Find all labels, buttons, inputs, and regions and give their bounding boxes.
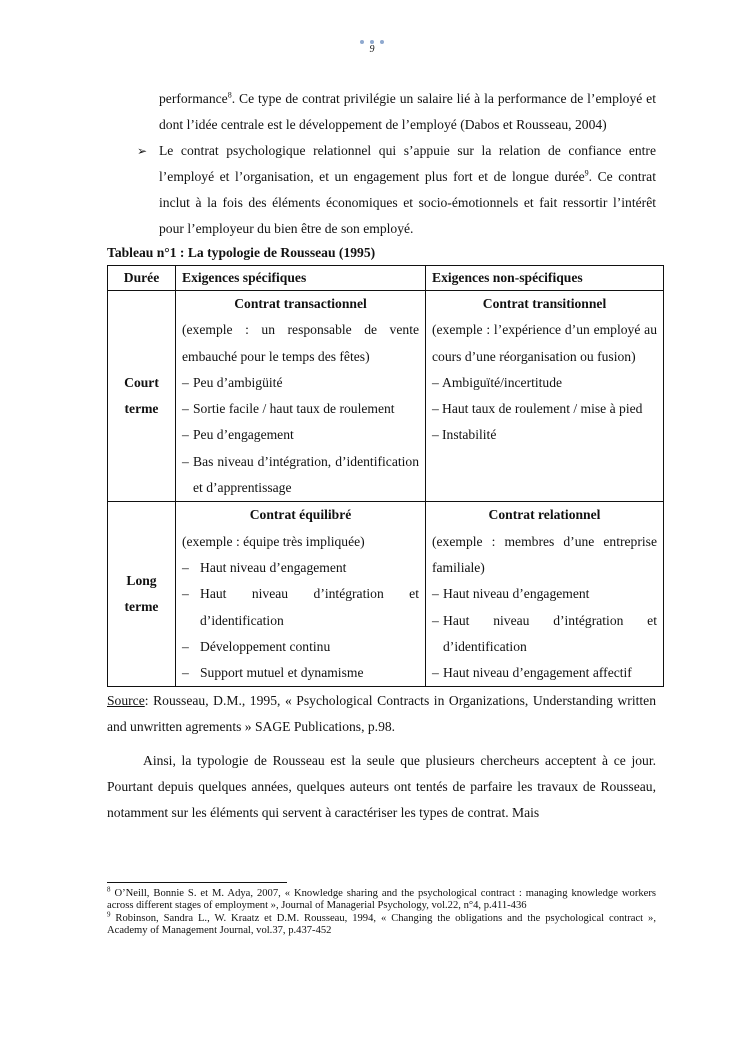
footnote-ref-9[interactable]: 9: [584, 168, 589, 178]
specific-cell: [176, 502, 426, 687]
table-row: [108, 291, 664, 502]
contract-example: (exemple : équipe très impliquée): [182, 533, 365, 549]
arrow-bullet-icon: ➢: [137, 144, 148, 158]
list-item: – Haut niveau d’engagement: [432, 586, 590, 602]
list-item: – Haut niveau d’intégration et d’identification: [432, 612, 657, 654]
specific-cell: [176, 291, 426, 502]
footnote-8: $^8$ O’Neill, Bonnie S. et M. Adya, 2007, « Knowledge sharing and the psychological contract : managing knowledge workers across different stages of employment », Journal of Managerial Psychology, vol.22, n°4, p.411-436: [107, 885, 656, 912]
footnotes: [107, 885, 656, 938]
page-content: [107, 86, 656, 826]
paragraph-continuation: performance$^8$. Ce type de contrat privilégie un salaire lié à la performance de l’employé et dont l’idée centrale est le développement de l’employé (Dabos et Rousseau, 2004): [159, 90, 656, 132]
contract-example: (exemple : membres d’une entreprise familiale): [432, 533, 657, 575]
contract-example: (exemple : l’expérience d’un employé au cours d’une réorganisation ou fusion): [432, 322, 657, 364]
header-nonspecific: Exigences non-spécifiques: [426, 266, 664, 291]
list-item: – Haut taux de roulement / mise à pied: [432, 401, 643, 417]
list-item: – Support mutuel et dynamisme: [182, 665, 364, 681]
header-duration: Durée: [108, 266, 176, 291]
nonspecific-cell: [426, 502, 664, 687]
list-item: – Bas niveau d’intégration, d’identification et d’apprentissage: [182, 453, 419, 496]
list-item: – Peu d’ambigüité: [182, 374, 283, 390]
page-number: 9: [369, 44, 375, 55]
contract-title: Contrat relationnel: [488, 507, 601, 523]
contract-title: Contrat équilibré: [249, 507, 352, 523]
duration-cell: Court terme: [108, 291, 176, 502]
nonspecific-cell: [426, 291, 664, 502]
header-specific: Exigences spécifiques: [176, 266, 426, 291]
duration-cell: Long terme: [108, 502, 176, 687]
table-title: Tableau n°1 : La typologie de Rousseau (1995): [107, 245, 376, 260]
typology-table: [107, 265, 664, 687]
body-paragraph: Ainsi, la typologie de Rousseau est la seule que plusieurs chercheurs acceptent à ce jour. Pourtant depuis quelques années, quelques auteurs ont tentés de parfaire les travaux de Rousseau, notamment sur les éléments qui servent à caractériser les types de contrat. Mais: [107, 753, 656, 821]
list-item: – Haut niveau d’engagement: [182, 559, 347, 575]
footnote-9: $^9$ Robinson, Sandra L., W. Kraatz et D.M. Rousseau, 1994, « Changing the obligations and the psychological contract », Academy of Management Journal, vol.37, p.437-452: [107, 910, 656, 937]
contract-title: Contrat transitionnel: [482, 296, 607, 311]
bullet-item: ➢ Le contrat psychologique relationnel qui s’appuie sur la relation de confiance entre l’employé et l’organisation, et un engagement plus fort et de longue durée$^9$. Ce contrat inclut à la fois des éléments économiques et socio-émotionnels et fait ressortir l’intérêt pour l’employeur du bien être de son employé.: [107, 138, 656, 242]
list-item: – Peu d’engagement: [182, 427, 294, 443]
table-source: Source: Rousseau, D.M., 1995, « Psychological Contracts in Organizations, Understanding written and unwritten agrements » SAGE Publications, p.98.: [107, 693, 656, 735]
list-item: – Ambiguïté/incertitude: [432, 374, 563, 390]
footnote-ref-8[interactable]: 8: [227, 90, 232, 100]
table-row: [108, 502, 664, 687]
list-item: – Instabilité: [432, 427, 497, 443]
list-item: – Développement continu: [182, 638, 331, 654]
page-header: [0, 40, 744, 55]
contract-example: (exemple : un responsable de vente embauché pour le temps des fêtes): [182, 322, 419, 364]
list-item: – Sortie facile / haut taux de roulement: [182, 401, 395, 417]
contract-title: Contrat transactionnel: [234, 296, 367, 311]
list-item: – Haut niveau d’intégration et d’identification: [182, 586, 419, 628]
table-header-row: [108, 266, 664, 291]
source-label: Source: [107, 693, 145, 709]
list-item: – Haut niveau d’engagement affectif: [432, 665, 632, 681]
footnote-separator: [107, 882, 287, 883]
